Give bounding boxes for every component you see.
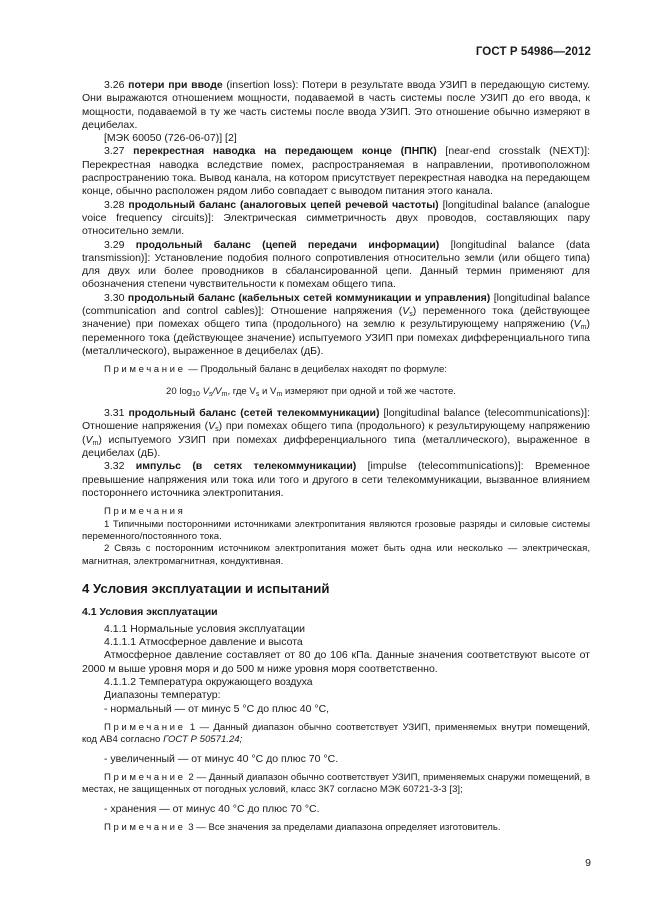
term-3-29 [82,239,590,292]
term-number: 3.26 [104,79,129,91]
term-definition-part: [longitudinal balance (communication and control cables)]: Отношение напряжения ( [82,291,590,318]
range-storage: - хранения — от минус 40 °С до плюс 70 °С. [104,802,320,815]
subscript: m [580,324,587,332]
term-name: продольный баланс (цепей передачи информации) [135,238,440,251]
subscript: 10 [192,390,200,398]
term-definition-part: ) переменного тока (действующее значение) испытуемого УЗИП при помехах дифференциального типа (металлического), выраженное в децибелах (дБ). [82,318,590,357]
term-definition-part: ) при помехах общего типа (продольного) к результирующему напряжению ( [82,420,590,446]
term-name: импульс (в сетях телекоммуникации) [135,460,357,473]
range-extended: - увеличенный — от минус 40 °С до плюс 70 °С. [104,752,339,765]
formula-part: 20 log [166,385,193,397]
term-definition: [longitudinal balance (analogue voice frequency circuits)]: Электрическая симметричность двух проводов, составляющих пару относительно земли. [82,198,590,238]
subscript: s [255,390,260,398]
document-body [82,79,590,834]
term-3-27 [82,145,590,198]
var-v: V [402,305,410,318]
term-definition-part: ) переменного тока (действующее значение) при помехах общего типа (продольного) на землю к результирующему напряжению ( [82,305,590,331]
note-3-30 [82,364,590,376]
pressure-text: Атмосферное давление составляет от 80 до 106 кПа. Данные значения соответствуют высоте от 2000 м выше уровня моря и до 500 м ниже уровня моря соответственно. [82,649,590,675]
note-text: 3 — Все значения за пределами диапазона определяет изготовитель. [185,822,501,834]
notes-label: Примечания [104,506,186,518]
note-text: 2 — Данный диапазон обычно соответствует УЗИП, применяемых снаружи помещений, в местах, не защищенных от погодных условий, класс 3К7 согласно МЭК 60721-3-3 [3]; [82,771,590,796]
subsection-title: 4.1 Условия эксплуатации [82,606,218,619]
term-3-30 [82,292,590,358]
term-name: продольный баланс (аналоговых цепей речевой частоты) [128,198,439,211]
note-reference: ГОСТ Р 50571.24; [163,734,243,746]
subscript: s [409,311,413,319]
page-header: ГОСТ Р 54986—2012 [475,46,591,58]
note-text: 1 — Данный диапазон обычно соответствует УЗИП, применяемых внутри помещений, код АВ4 согласно [82,721,590,746]
term-definition: [impulse (telecommunications)]: Временное превышение напряжения или тока или того и другого в сети телекоммуникации, вызванное влиянием постороннего источника электропитания. [82,460,590,499]
term-definition: [longitudinal balance (data transmission)]: Установление подобия полного сопротивления относительно земли (или общего типа) для двух или более проводников в сбалансированной цепи. Данный термин применяют для обозначения степени чувствительности к помехам общего типа. [82,238,590,291]
term-number: 3.29 [104,238,136,251]
var-v: V [199,385,210,397]
term-number: 3.27 [104,145,134,158]
var-v: V [85,433,93,446]
note-label: Примечание [104,822,186,834]
ranges-label: Диапазоны температур: [104,689,221,702]
note-item-2: 2 Связь с посторонним источником электропитания может быть одна или несколько — электрическая, магнитная, электромагнитная, кондуктивная. [82,543,590,567]
clause-4-1-1-2: 4.1.1.2 Температура окружающего воздуха [104,675,313,688]
term-name: перекрестная наводка на передающем конце (ПНПК) [133,145,437,158]
subscript: m [92,439,99,447]
note-range-2 [82,772,590,797]
note-text: — Продольный баланс в децибелах находят по формуле: [185,364,447,376]
formula [82,386,590,398]
term-3-32 [82,460,590,500]
formula-part: и V [259,385,277,397]
term-definition: (insertion loss): Потери в результате ввода УЗИП в передающую систему. Они выражаются отношением мощности, подаваемой в часть системы после УЗИП до его ввода, к мощности, подаваемой в ту же часть системы после ввода УЗИП. Это отношение обычно измеряют в децибелах. [82,79,590,131]
term-3-26 [82,79,590,132]
note-range-3 [82,822,590,834]
var-v: V [208,420,216,433]
term-reference: [МЭК 60050 (726-06-07)] [2] [104,132,237,145]
formula-part: , где V [227,385,256,397]
term-name: потери при вводе [128,79,223,91]
clause-4-1-1-1: 4.1.1.1 Атмосферное давление и высота [104,636,303,649]
subscript: s [209,390,213,398]
term-definition: [near-end crosstalk (NEXT)]: Перекрестная наводка вследствие помех, распространяемая в направлении, противоположном распространению тока. Вывод канала, на котором присутствует перекрестная наводка на передающем конце, обычно расположен рядом либо совпадает с выводом питания этого канала. [82,145,590,198]
term-definition-part: ) испытуемого УЗИП при помехах дифференциального типа (металлического), выраженное в децибелах (дБ). [82,433,590,459]
range-normal: - нормальный — от минус 5 °С до плюс 40 °С, [104,702,330,715]
note-item-1: 1 Типичными посторонними источниками электропитания являются грозовые разряды и силовые системы переменного/постоянного тока. [82,518,590,542]
note-range-1 [82,722,590,747]
term-3-31 [82,407,590,460]
term-definition-part: [longitudinal balance (telecommunications)]: Отношение напряжения ( [82,407,591,433]
term-number: 3.30 [104,291,128,304]
subscript: s [215,426,219,434]
var-v: /V [212,385,222,397]
term-number: 3.31 [104,407,129,420]
var-v: V [573,318,581,331]
term-3-28 [82,199,590,239]
term-number: 3.32 [104,460,136,473]
note-label: Примечание [104,364,186,376]
note-label: Примечание [104,721,186,733]
term-name: продольный баланс (сетей телекоммуникации) [128,407,380,420]
subscript: m [221,390,228,398]
clause-4-1-1: 4.1.1 Нормальные условия эксплуатации [104,622,305,635]
subscript: m [276,390,283,398]
term-number: 3.28 [104,198,129,211]
page-number: 9 [585,857,591,869]
term-name: продольный баланс (кабельных сетей коммуникации и управления) [127,291,491,304]
formula-part: измеряют при одной и той же частоте. [282,385,456,397]
section-title: 4 Условия эксплуатации и испытаний [82,581,330,597]
note-label: Примечание [104,771,186,783]
